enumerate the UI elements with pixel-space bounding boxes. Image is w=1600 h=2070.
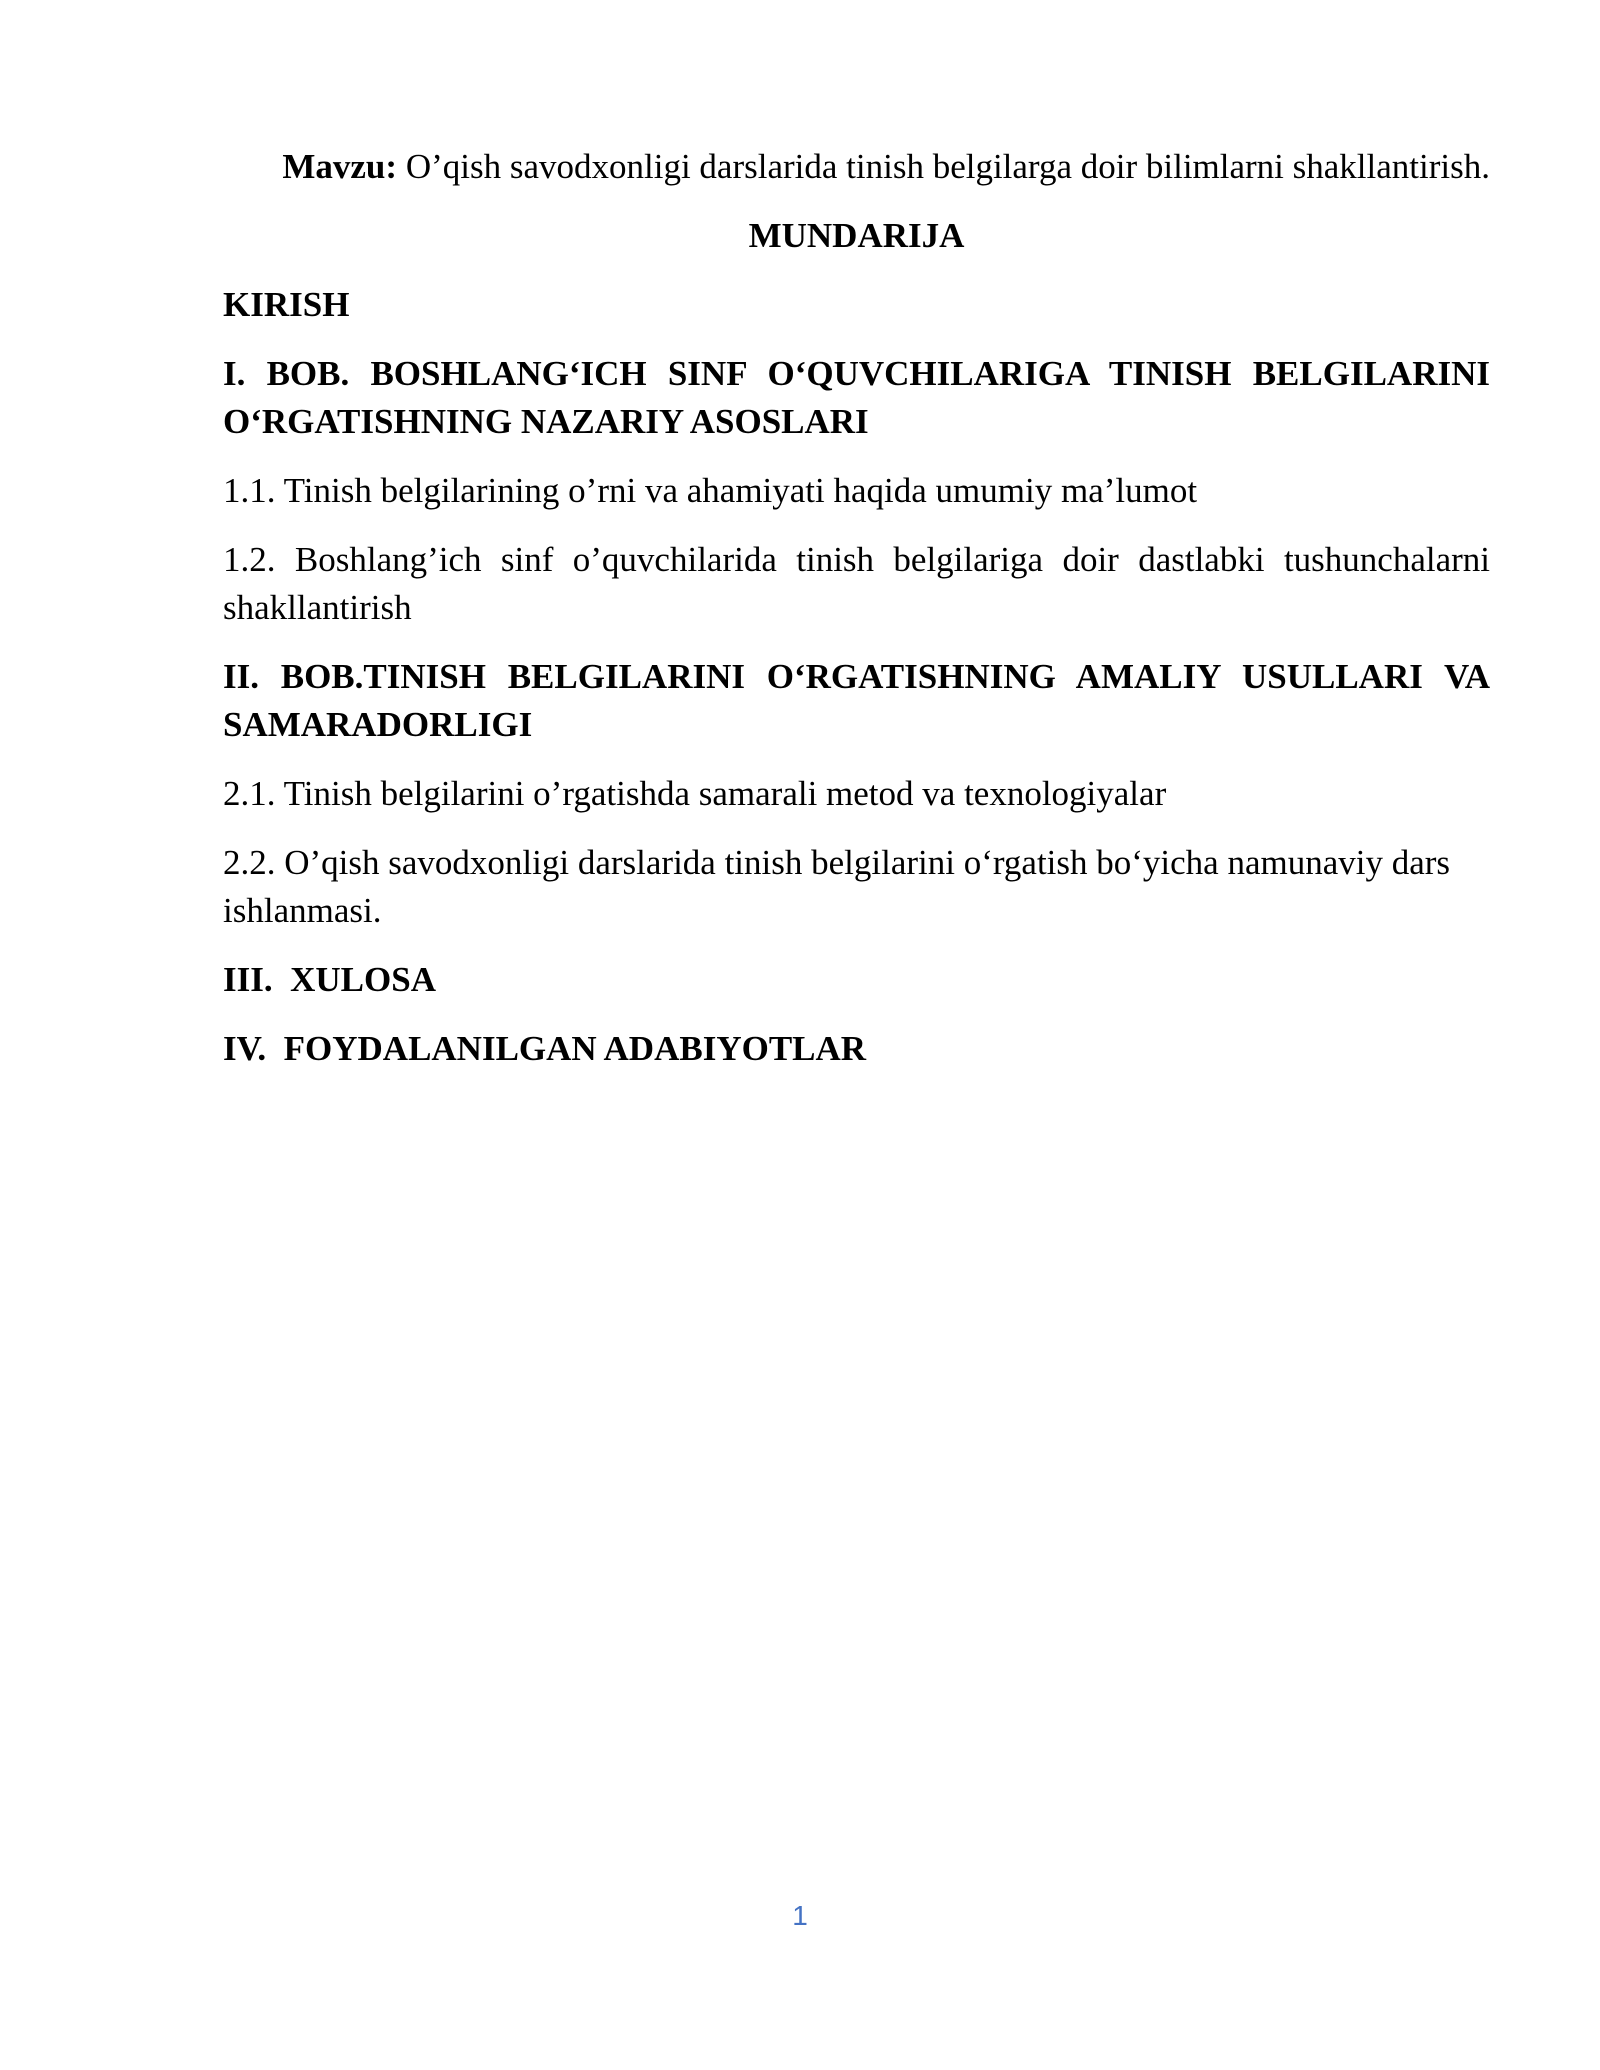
toc-item-conclusion: III. XULOSA <box>223 960 436 999</box>
toc-item-chapter-1: I. BOB. BOSHLANG‘ICH SINF O‘QUVCHILARIGA TINISH BELGILARINI O‘RGATISHNING NAZARIY ASOSLARI <box>223 354 1490 441</box>
toc-title: MUNDARIJA <box>748 216 965 255</box>
topic-text: O’qish savodxonligi darslarida tinish belgilarga doir bilimlarni shakllantirish. <box>397 147 1490 186</box>
toc-item-section-2-2: 2.2. O’qish savodxonligi darslarida tinish belgilarini o‘rgatish bo‘yicha namunaviy dars ishlanmasi. <box>223 843 1451 930</box>
toc-item-chapter-2: II. BOB.TINISH BELGILARINI O‘RGATISHNING AMALIY USULLARI VA SAMARADORLIGI <box>223 657 1490 744</box>
toc-item-section-1-1: 1.1. Tinish belgilarining o’rni va ahamiyati haqida umumiy ma’lumot <box>223 471 1198 510</box>
topic-line <box>223 143 1490 191</box>
toc-item-references: IV. FOYDALANILGAN ADABIYOTLAR <box>223 1029 867 1068</box>
toc-item-introduction: KIRISH <box>223 285 350 324</box>
toc-item-section-2-1: 2.1. Tinish belgilarini o’rgatishda samarali metod va texnologiyalar <box>223 774 1167 813</box>
document-content <box>223 143 1490 1094</box>
toc-item-section-1-2: 1.2. Boshlang’ich sinf o’quvchilarida tinish belgilariga doir dastlabki tushunchalarni shakllantirish <box>223 540 1490 627</box>
topic-label: Mavzu: <box>282 147 398 186</box>
page-number: 1 <box>792 1900 808 1931</box>
